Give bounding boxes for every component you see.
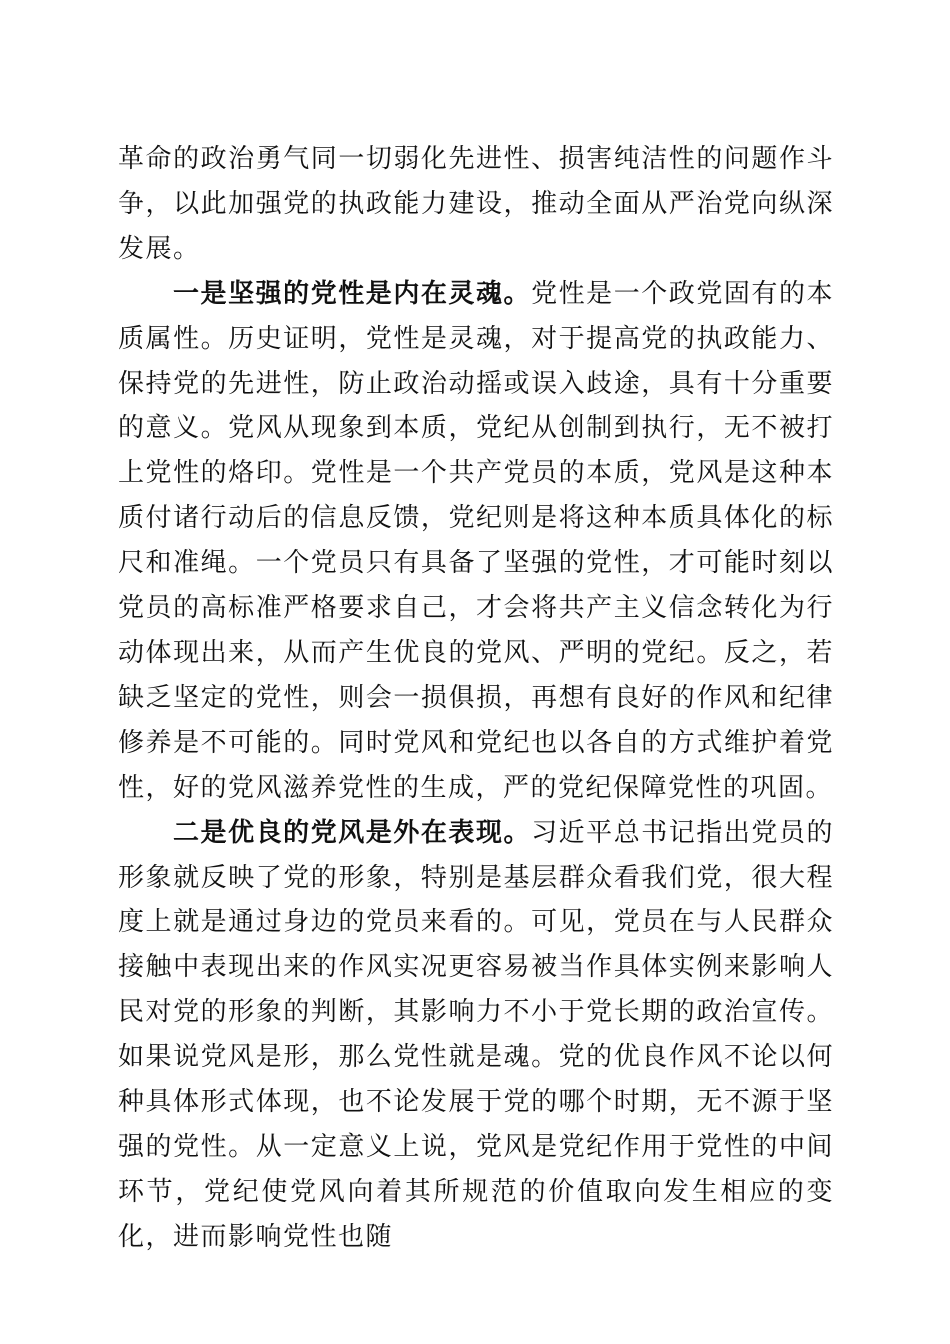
paragraph-continuation — [118, 137, 834, 272]
paragraph-text: 革命的政治勇气同一切弱化先进性、损害纯洁性的问题作斗争，以此加强党的执政能力建设，推动全面从严治党向纵深发展。 — [118, 144, 834, 264]
paragraph-heading: 一是坚强的党性是内在灵魂。 — [173, 278, 532, 309]
paragraph-text: 党性是一个政党固有的本质属性。历史证明，党性是灵魂，对于提高党的执政能力、保持党的先进性，防止政治动摇或误入歧途，具有十分重要的意义。党风从现象到本质，党纪从创制到执行，无不被打上党性的烙印。党性是一个共产党员的本质，党风是这种本质付诸行动后的信息反馈，党纪则是将这种本质具体化的标尺和准绳。一个党员只有具备了坚强的党性，才可能时刻以党员的高标准严格要求自己，才会将共产主义信念转化为行动体现出来，从而产生优良的党风、严明的党纪。反之，若缺乏坚定的党性，则会一损俱损，再想有良好的作风和纪律修养是不可能的。同时党风和党纪也以各自的方式维护着党性，好的党风滋养党性的生成，严的党纪保障党性的巩固。 — [118, 278, 834, 803]
paragraph-heading: 二是优良的党风是外在表现。 — [173, 817, 532, 848]
paragraph-party-style — [118, 811, 834, 1260]
document-page — [118, 137, 834, 1260]
paragraph-party-spirit — [118, 272, 834, 811]
paragraph-text: 习近平总书记指出党员的形象就反映了党的形象，特别是基层群众看我们党，很大程度上就是通过身边的党员来看的。可见，党员在与人民群众接触中表现出来的作风实况更容易被当作具体实例来影响人民对党的形象的判断，其影响力不小于党长期的政治宣传。如果说党风是形，那么党性就是魂。党的优良作风不论以何种具体形式体现，也不论发展于党的哪个时期，无不源于坚强的党性。从一定意义上说，党风是党纪作用于党性的中间环节，党纪使党风向着其所规范的价值取向发生相应的变化，进而影响党性也随 — [118, 817, 834, 1252]
